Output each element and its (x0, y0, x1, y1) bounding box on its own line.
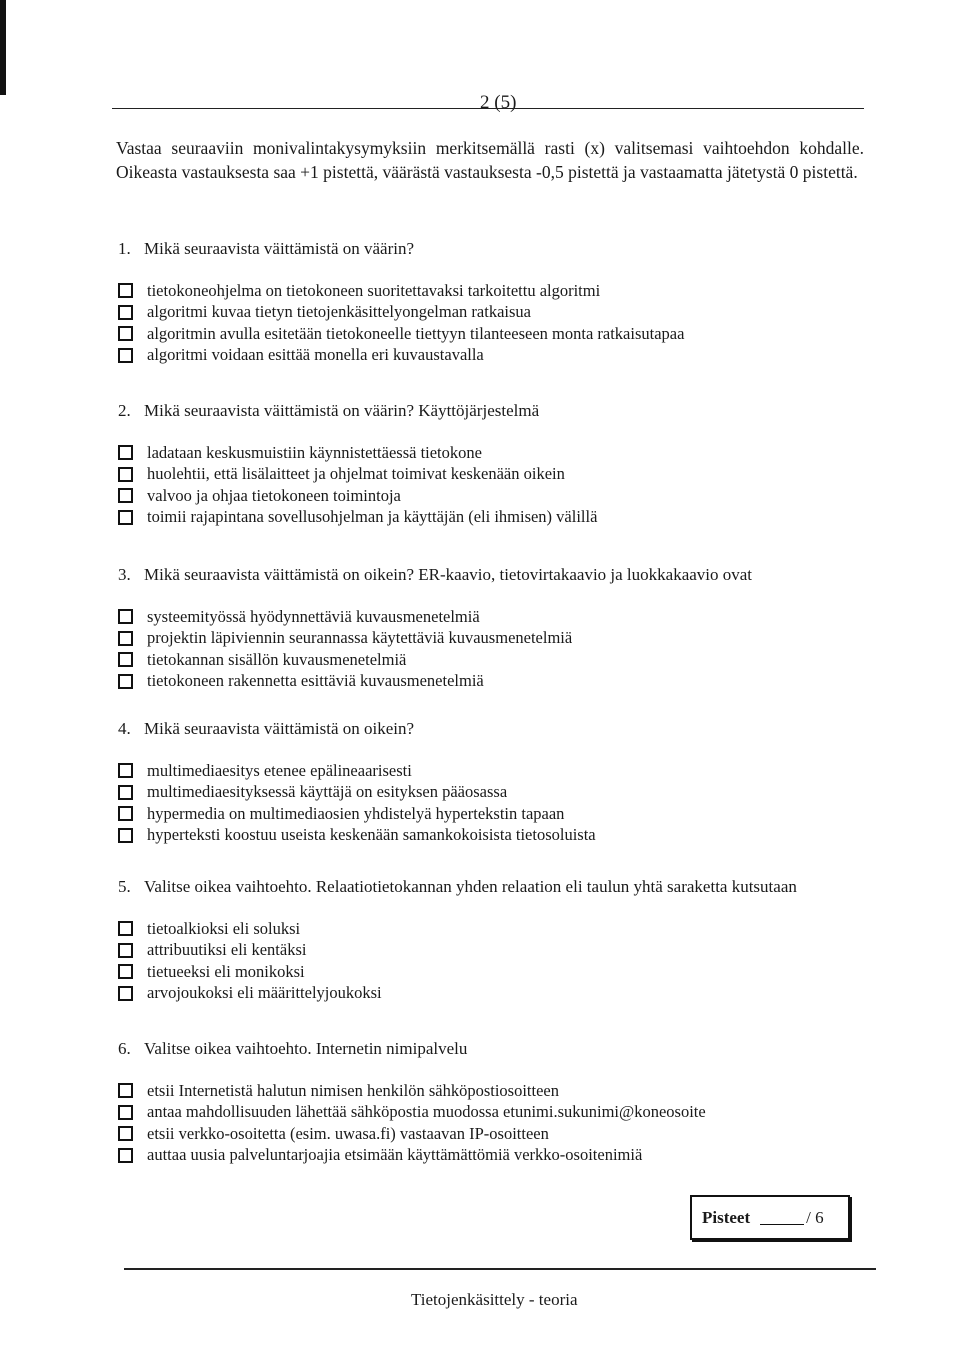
option-label: tietueeksi eli monikoksi (147, 961, 305, 981)
option-row[interactable] (118, 280, 878, 302)
option-list (118, 760, 878, 846)
instructions: Vastaa seuraaviin monivalintakysymyksiin merkitsemällä rasti (x) valitsemasi vaihtoehdon kohdalle. Oikeasta vastauksesta saa +1 pistettä, väärästä vastauksesta -0,5 pistettä ja vastaamatta jätetystä 0 pistettä. (116, 138, 864, 182)
question-number: 4. (118, 719, 131, 738)
option-label: tietokoneohjelma on tietokoneen suoritettavaksi tarkoitettu algoritmi (147, 280, 601, 300)
option-label: antaa mahdollisuuden lähettää sähköpostia muodossa etunimi.sukunimi@koneosoite (147, 1102, 706, 1122)
option-row[interactable] (118, 782, 878, 804)
checkbox[interactable] (118, 348, 133, 363)
option-list (118, 918, 878, 1004)
checkbox[interactable] (118, 674, 133, 689)
option-label: auttaa uusia palveluntarjoajia etsimään käyttämättömiä verkko-osoitenimiä (147, 1145, 643, 1165)
option-row[interactable] (118, 961, 878, 983)
option-row[interactable] (118, 507, 878, 529)
checkbox[interactable] (118, 283, 133, 298)
checkbox[interactable] (118, 631, 133, 646)
question-5 (118, 876, 878, 1004)
checkbox[interactable] (118, 326, 133, 341)
option-label: toimii rajapintana sovellusohjelman ja käyttäjän (eli ihmisen) välillä (147, 507, 598, 527)
option-row[interactable] (118, 606, 878, 628)
question-prompt: Mikä seuraavista väittämistä on oikein? ER-kaavio, tietovirtakaavio ja luokkakaavio ovat (144, 565, 753, 584)
checkbox[interactable] (118, 1083, 133, 1098)
option-label: tietoalkioksi eli soluksi (147, 918, 301, 938)
option-row[interactable] (118, 1102, 878, 1124)
checkbox[interactable] (118, 828, 133, 843)
checkbox[interactable] (118, 806, 133, 821)
option-row[interactable] (118, 628, 878, 650)
option-label: hyperteksti koostuu useista keskenään samankokoisista tietosoluista (147, 825, 596, 845)
option-label: algoritmi kuvaa tietyn tietojenkäsittelyongelman ratkaisua (147, 302, 531, 322)
checkbox[interactable] (118, 1148, 133, 1163)
option-row[interactable] (118, 825, 878, 847)
option-label: tietokannan sisällön kuvausmenetelmiä (147, 649, 407, 669)
option-label: algoritmi voidaan esittää monella eri kuvaustavalla (147, 345, 484, 365)
option-row[interactable] (118, 803, 878, 825)
option-list (118, 442, 878, 528)
option-row[interactable] (118, 1145, 878, 1167)
question-1 (118, 238, 878, 366)
question-6 (118, 1038, 878, 1166)
checkbox[interactable] (118, 1126, 133, 1141)
option-row[interactable] (118, 649, 878, 671)
question-text (118, 1038, 878, 1060)
footer-rule (124, 1268, 876, 1270)
question-number: 1. (118, 239, 131, 258)
option-row[interactable] (118, 671, 878, 693)
score-label: Pisteet (702, 1207, 751, 1227)
option-label: etsii verkko-osoitetta (esim. uwasa.fi) vastaavan IP-osoitteen (147, 1123, 549, 1143)
option-row[interactable] (118, 485, 878, 507)
question-prompt: Valitse oikea vaihtoehto. Internetin nimipalvelu (144, 1039, 468, 1058)
option-row[interactable] (118, 983, 878, 1005)
option-list (118, 280, 878, 366)
option-row[interactable] (118, 1123, 878, 1145)
option-label: multimediaesitys etenee epälineaarisesti (147, 760, 412, 780)
question-number: 6. (118, 1039, 131, 1058)
question-prompt: Mikä seuraavista väittämistä on oikein? (144, 719, 415, 738)
option-row[interactable] (118, 1080, 878, 1102)
question-3 (118, 564, 878, 692)
option-label: etsii Internetistä halutun nimisen henkilön sähköpostiosoitteen (147, 1080, 559, 1100)
option-label: attribuutiksi eli kentäksi (147, 940, 307, 960)
option-row[interactable] (118, 464, 878, 486)
footer-title: Tietojenkäsittely - teoria (411, 1290, 578, 1309)
checkbox[interactable] (118, 943, 133, 958)
checkbox[interactable] (118, 305, 133, 320)
option-row[interactable] (118, 940, 878, 962)
option-row[interactable] (118, 760, 878, 782)
score-box (690, 1195, 850, 1240)
question-text (118, 876, 878, 898)
option-list (118, 606, 878, 692)
checkbox[interactable] (118, 445, 133, 460)
header-rule (112, 108, 864, 109)
question-prompt: Mikä seuraavista väittämistä on väärin? (144, 239, 415, 258)
question-text (118, 564, 878, 586)
option-list (118, 1080, 878, 1166)
option-label: algoritmin avulla esitetään tietokoneelle tiettyyn tilanteeseen monta ratkaisutapaa (147, 323, 685, 343)
option-label: multimediaesityksessä käyttäjä on esityksen pääosassa (147, 782, 508, 802)
option-row[interactable] (118, 345, 878, 367)
option-label: hypermedia on multimediaosien yhdistelyä hypertekstin tapaan (147, 803, 565, 823)
option-label: valvoo ja ohjaa tietokoneen toimintoja (147, 485, 401, 505)
question-number: 5. (118, 877, 131, 896)
checkbox[interactable] (118, 986, 133, 1001)
question-text (118, 718, 878, 740)
question-4 (118, 718, 878, 846)
checkbox[interactable] (118, 510, 133, 525)
question-number: 3. (118, 565, 131, 584)
question-text (118, 400, 878, 422)
page-number: 2 (5) (480, 92, 517, 113)
checkbox[interactable] (118, 1105, 133, 1120)
question-number: 2. (118, 401, 131, 420)
option-row[interactable] (118, 302, 878, 324)
checkbox[interactable] (118, 763, 133, 778)
scan-edge-mark (0, 0, 6, 95)
checkbox[interactable] (118, 652, 133, 667)
option-label: arvojoukoksi eli määrittelyjoukoksi (147, 983, 382, 1003)
question-text (118, 238, 878, 260)
option-label: tietokoneen rakennetta esittäviä kuvausmenetelmiä (147, 671, 484, 691)
question-prompt: Mikä seuraavista väittämistä on väärin? Käyttöjärjestelmä (144, 401, 540, 420)
option-label: huolehtii, että lisälaitteet ja ohjelmat toimivat keskenään oikein (147, 464, 565, 484)
score-blank-field[interactable] (760, 1210, 804, 1225)
checkbox[interactable] (118, 964, 133, 979)
checkbox[interactable] (118, 488, 133, 503)
option-row[interactable] (118, 442, 878, 464)
option-label: projektin läpiviennin seurannassa käytettäviä kuvausmenetelmiä (147, 628, 573, 648)
option-row[interactable] (118, 323, 878, 345)
checkbox[interactable] (118, 785, 133, 800)
option-label: systeemityössä hyödynnettäviä kuvausmenetelmiä (147, 606, 480, 626)
question-2 (118, 400, 878, 528)
checkbox[interactable] (118, 609, 133, 624)
checkbox[interactable] (118, 921, 133, 936)
option-label: ladataan keskusmuistiin käynnistettäessä tietokone (147, 442, 482, 462)
question-prompt: Valitse oikea vaihtoehto. Relaatiotietokannan yhden relaation eli taulun yhtä saraketta kutsutaan (144, 877, 797, 896)
checkbox[interactable] (118, 467, 133, 482)
option-row[interactable] (118, 918, 878, 940)
score-max: / 6 (806, 1207, 824, 1227)
